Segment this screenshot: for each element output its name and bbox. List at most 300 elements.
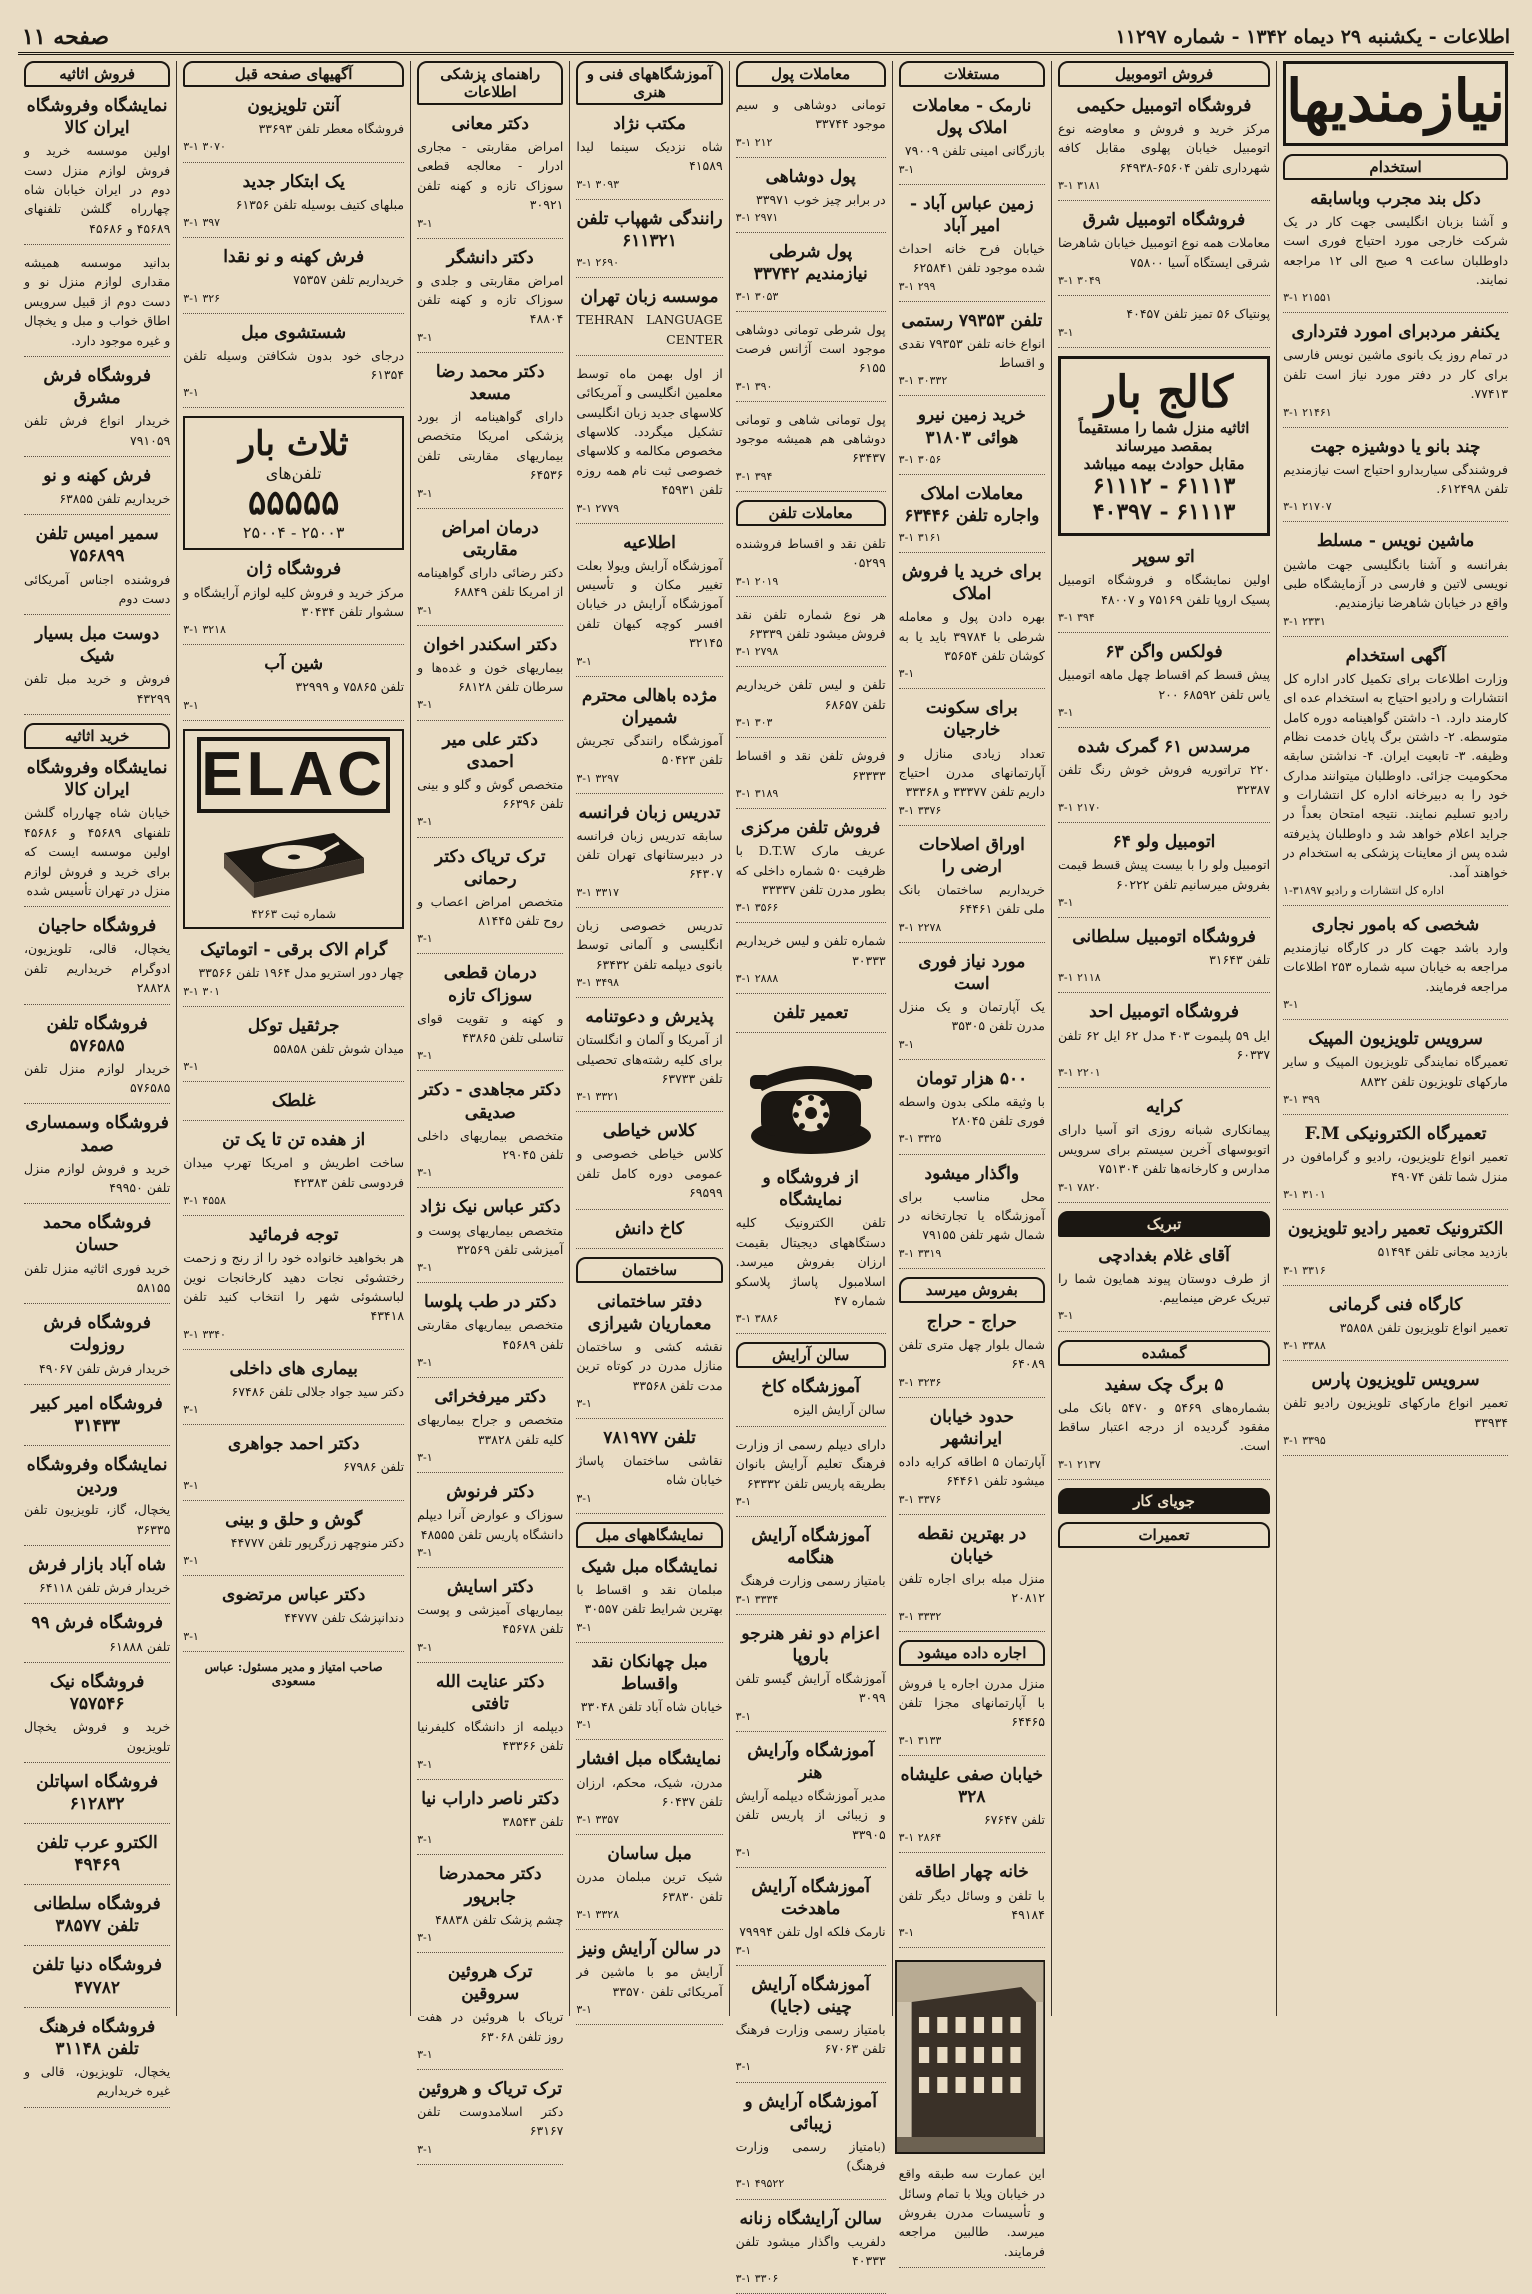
classified-ad	[576, 802, 722, 908]
ad-code: ۳-۱ ۳۱۸۹	[735, 787, 779, 801]
ad-body: چشم پزشک تلفن ۴۸۸۳۸	[435, 1911, 564, 1927]
ad-body: (بامتیاز رسمی وزارت فرهنگ)	[735, 2138, 886, 2174]
ad-code: ۳-۱ ۲۸۶۴	[898, 1831, 942, 1845]
ad-code: ۳-۱ ۳۱۶۱	[898, 530, 942, 544]
ad-body: چهار دور استریو مدل ۱۹۶۴ تلفن ۳۳۵۶۶	[198, 965, 405, 981]
ad-title: دکتر عنایت الله تافتی	[435, 1671, 545, 1714]
ad-title: چند بانو یا دوشیزه جهت	[1310, 436, 1481, 457]
classified-ad	[736, 1623, 886, 1732]
ad-title: آقای غلام بغدادچی	[1098, 1245, 1230, 1266]
ad-code: ۳-۱ ۲۰۱۹	[735, 574, 779, 588]
classified-ad	[417, 1291, 563, 1378]
ad-body: مرکز خرید و فروش کلیه لوازم آرایشگاه و سشوار تلفن ۳۰۴۳۴	[183, 584, 405, 619]
classified-ad	[183, 1015, 404, 1083]
ad-title: تعمیر تلفن	[773, 1003, 849, 1024]
ad-body: بدانید موسسه همیشه مقداری لوازم منزل نو و دست دوم از قبیل سرویس اطاق خواب و مبل و یخچال و غیره موجود دارد.	[24, 255, 171, 348]
ad-body: خریداریم تلفن ۶۳۸۵۵	[59, 490, 171, 506]
ads-col5-top	[576, 113, 722, 1249]
ad-code: ۳-۱ ۳۳۸۸	[1283, 1339, 1326, 1353]
classified-ad	[736, 410, 886, 492]
ad-code: ۳-۱ ۳۳۱۶	[1283, 1263, 1326, 1277]
ad-title: حراج - حراج	[926, 1311, 1017, 1332]
ad-code: ۳-۱	[183, 1554, 199, 1568]
ad-body: پول تومانی شاهی و تومانی دوشاهی هم همیشه موجود ۶۳۴۳۷	[735, 411, 886, 466]
column-3	[892, 61, 1051, 2259]
ad-body: شمال بلوار چهل متری تلفن ۶۴۰۸۹	[898, 1336, 1045, 1372]
ad-code: ۳-۱	[183, 1060, 199, 1074]
ad-body: معاملات همه نوع اتومبیل خیابان شاهرضا شرقی ایستگاه آسیا ۷۵۸۰۰	[1057, 235, 1271, 270]
ad-code: ۳-۱ ۳۰۷۰	[183, 140, 226, 154]
classified-ad	[736, 166, 886, 234]
ad-body: درجای خود بدون شکافتن وسیله تلفن ۶۱۳۵۴	[183, 347, 405, 383]
ad-code: ۳-۱ ۳۰۵۶	[898, 452, 942, 466]
ad-code: ۳-۱	[735, 2060, 752, 2074]
ad-code: ۳-۱	[417, 2047, 433, 2061]
classified-ad	[417, 1671, 563, 1780]
classified-ad	[24, 253, 170, 357]
ad-title: اوراق اصلاحات ارضی را	[918, 834, 1025, 877]
ad-body: خریدار لوازم منزل تلفن ۵۷۶۵۸۵	[24, 1060, 171, 1096]
ad-code: ۳-۱ ۲۸۸۸	[735, 972, 779, 986]
elac-logo: ELAC	[197, 737, 390, 813]
ad-code: ۳-۱	[1057, 895, 1074, 909]
ad-body: سابقه تدریس زبان فرانسه در دبیرستانهای تهران تلفن ۶۴۳۰۷	[576, 827, 723, 882]
ad-body: خریدار انواع فرش تلفن ۷۹۱۰۵۹	[24, 413, 171, 448]
ad-code: ۳-۱	[576, 1718, 592, 1732]
ad-code: ۳-۱ ۳۹۴	[1057, 611, 1095, 625]
ad-title: فروشگاه محمد حسان	[43, 1213, 152, 1256]
classified-ad	[183, 171, 404, 239]
classified-ad	[24, 1312, 170, 1385]
ad-body: پونتیاک ۵۶ تمیز تلفن ۴۰۴۵۷	[1126, 306, 1271, 322]
three-star-p1: ۲۵۰۰۳	[301, 523, 345, 543]
ad-title: نمایشگاه وفروشگاه ایران کالا	[26, 758, 168, 801]
ad-title: دکل بند مجرب وباسابقه	[1310, 188, 1481, 209]
ad-code: ۳-۱	[576, 1396, 592, 1410]
ad-title: مبل ساسان	[607, 1844, 692, 1865]
ad-body: دارای گواهینامه از بورد پزشکی امریکا متخصص بیماریهای مقاربتی تلفن ۶۴۵۳۶	[417, 409, 564, 483]
ad-title: دکتر مجاهدی - دکتر صدیقی	[419, 1080, 562, 1123]
classified-ad	[1283, 1218, 1508, 1286]
classified-ad	[1058, 641, 1270, 728]
classified-ad	[899, 697, 1045, 825]
ad-body: بهره دادن پول و معامله شرطی با ۳۹۷۸۴ باید یا به کوشان تلفن ۳۵۶۵۴	[898, 609, 1045, 663]
ad-title: گرام الاک برقی - اتوماتیک	[200, 940, 388, 961]
classified-ad	[736, 1435, 886, 1517]
ad-title: آگهی استخدام	[1345, 645, 1446, 666]
classified-ad	[417, 1961, 563, 2070]
classified-ad	[24, 2016, 170, 2108]
classified-ad	[899, 1406, 1045, 1515]
ad-body: مبلهای کتیف بوسیله تلفن ۶۱۳۵۶	[235, 196, 405, 212]
ad-body: محل مناسب برای آموزشگاه یا تجارتخانه در شمال شهر تلفن ۷۹۱۵۵	[898, 1188, 1045, 1243]
ad-body: فروش تلفن نقد و اقساط ۶۳۳۳۳	[735, 748, 886, 783]
classified-ad	[1283, 530, 1508, 636]
three-star-name: ثلاث بار	[238, 424, 349, 465]
ad-title: فروشگاه امیر کبیر ۳۱۴۳۳	[31, 1393, 163, 1436]
ad-body: تلفن ۳۸۵۴۳	[502, 1813, 564, 1829]
classified-ad	[1058, 1245, 1270, 1332]
classified-ad	[417, 634, 563, 721]
ad-code: ۳-۱ ۳۳۲۸	[576, 1908, 620, 1922]
ad-body: نقشه کشی و ساختمان منازل مدرن در کوتاه ترین مدت تلفن ۳۳۵۶۸	[576, 1338, 723, 1393]
ad-body: اولین موسسه خرید و فروش لوازم منزل دست دوم در ایران خیابان شاه چهارراه گلشن تلفنهای ۴۵۶۸۹ و ۴۵۶۸۶	[24, 143, 171, 236]
classified-ad	[576, 286, 722, 356]
ad-title: برای خرید یا فروش املاک	[901, 561, 1042, 605]
ad-body: امراض مقاربتی و جلدی و سوزاک تازه و کهنه تلفن ۴۸۸۰۴	[417, 272, 564, 327]
classified-ad	[183, 1358, 404, 1426]
ad-title: سرویس تلویزیون پارس	[1311, 1370, 1480, 1391]
ad-body: هر بخواهید خانواده خود را از رنج و زحمت رختشوئی نجات دهید کارخانجات نوین لباسشوئی شهر را انتخاب کنید تلفن ۴۳۴۱۸	[183, 1250, 405, 1324]
ad-code: ۳-۱ ۲۱۲	[735, 135, 773, 149]
ad-code: ۳-۱ ۳۹۷	[183, 215, 221, 229]
ad-title: الکترونیک تعمیر رادیو تلویزیون	[1287, 1219, 1504, 1240]
classified-ad	[1283, 1028, 1508, 1115]
classified-ad	[736, 534, 886, 597]
ad-code: ۳-۱	[735, 1943, 752, 1957]
classified-ad	[24, 623, 170, 715]
ad-title: یک ابتکار جدید	[242, 171, 345, 192]
ad-body: یک آپارتمان و یک منزل مدرن تلفن ۳۵۳۰۵	[898, 998, 1045, 1034]
ad-code: ۳-۱ ۲۱۷۰۷	[1283, 500, 1332, 514]
ad-code: ۳-۱ ۲۷۷۹	[576, 501, 620, 515]
telephone-illustration	[736, 1041, 886, 1161]
classified-ad	[183, 1129, 404, 1216]
classified-ad	[417, 1386, 563, 1473]
ad-title: فروشگاه اسپاتلن ۶۱۲۸۳۲	[36, 1771, 159, 1814]
ad-title: شاه آباد بازار فرش	[28, 1555, 166, 1575]
ad-title: دکتر ناصر داراب نیا	[421, 1788, 560, 1809]
masthead-title: نیازمندیها	[1283, 61, 1508, 146]
ad-code: ۳-۱	[417, 1356, 433, 1370]
ad-title: فروشگاه اتومبیل شرق	[1082, 210, 1246, 231]
ad-code: ۳-۱ ۳۳۷۶	[898, 1492, 942, 1506]
ad-body: تعمیر انواع تلویزیون تلفن ۳۵۸۵۸	[1339, 1319, 1508, 1335]
classified-ad	[736, 931, 886, 994]
ad-body: سوزاک و عوارض آنرا دیپلم دانشگاه پاریس تلفن ۴۸۵۵۵	[417, 1507, 564, 1542]
ad-title: اعزام دو نفر هنرجو باروپا	[741, 1623, 880, 1666]
ad-title: گوش و حلق و بینی	[225, 1509, 363, 1530]
ad-body: متخصص گوش و گلو و بینی تلفن ۶۶۳۹۶	[417, 776, 564, 812]
footer-credit: صاحب امتیاز و مدیر مسئول: عباس مسعودی	[204, 1659, 383, 1688]
classified-ad	[576, 113, 722, 200]
ad-title: موسسه زبان تهران	[580, 287, 719, 308]
classified-ad	[899, 1163, 1045, 1269]
ads-col3-photo	[899, 2164, 1045, 2268]
section-forush-asasie: فروش اثاثیه	[24, 61, 170, 87]
ad-title: از هفده تن تا یک تن	[222, 1130, 366, 1151]
ad-code: ۳-۱ ۲۳۳۱	[1283, 614, 1326, 628]
ad-body: متخصص بیماریهای پوست و آمیزشی تلفن ۳۲۵۶۹	[417, 1222, 564, 1257]
ad-body: منزل مبله برای اجاره تلفن ۲۰۸۱۲	[898, 1570, 1045, 1606]
classified-ad	[24, 1013, 170, 1105]
ad-code: ۳-۱	[417, 1261, 433, 1275]
ad-body: شاه نزدیک سینما لیدا ۴۱۵۸۹	[576, 139, 723, 174]
ad-body: تلفن الکترونیک کلیه دستگاههای دیجیتال بقیمت ارزان بفروش میرسد. اسلامبول پاساژ پلاسکو شماره ۴۷	[735, 1215, 886, 1308]
classified-ad	[576, 1843, 722, 1930]
ad-code: ۳-۱	[1057, 1309, 1074, 1323]
ad-body: آموزشگاه آرایش گیسو تلفن ۳۰۹۹	[735, 1670, 886, 1706]
ad-title: نارمک - معاملات املاک پول	[912, 96, 1032, 139]
ad-code: ۳-۱ ۲۱۵۵۱	[1283, 291, 1332, 305]
ad-body: اولین نمایشگاه و فروشگاه اتومبیل پسیک اروپا تلفن ۷۵۱۶۹ و ۴۸۰۰۷	[1057, 572, 1271, 607]
ads-col2-tabrik	[1058, 1245, 1270, 1332]
ad-body: آپارتمان ۵ اطاقه کرایه داده میشود تلفن ۶۴۴۶۱	[898, 1453, 1045, 1489]
ad-title: یکنفر مردبرای امورد فترداری	[1291, 322, 1500, 343]
ad-code: ۳-۱	[898, 667, 915, 681]
college-bar-addr: مقابل حوادث بیمه میباشد	[1083, 455, 1245, 474]
ads-col6	[417, 113, 563, 2165]
ad-title: شستشوی مبل	[241, 322, 347, 343]
ads-col5-mobl	[576, 1556, 722, 2025]
ad-body: عریف مارک D.T.W با ظرفیت ۵۰ شماره داخلی که بطور مدرن تلفن ۳۳۳۳۷	[735, 843, 886, 897]
classified-ad	[576, 1651, 722, 1741]
ad-code: ۳-۱ ۷۸۲۰	[1057, 1180, 1101, 1194]
ad-body: پیش قسط کم اقساط چهل ماهه اتومبیل یاس تلفن ۶۸۵۹۲ ۲۰۰	[1057, 667, 1271, 702]
ad-body: از اول بهمن ماه توسط معلمین انگلیسی و آمریکائی کلاسهای جدید زبان انگلیسی تشکیل میگردد. کلاسهای مخصوص مکالمه و کلاسهای خصوصی ثبت نام همه روزه تلفن ۴۵۹۳۱	[576, 365, 723, 498]
classified-ad	[576, 685, 722, 794]
ad-code: ۳-۱ ۳۳۱۷	[576, 885, 620, 899]
classified-ad	[183, 1584, 404, 1652]
ad-title: فروش تلفن مرکزی	[740, 818, 881, 839]
ad-title: شخصی که بامور نجاری	[1311, 915, 1480, 936]
ad-code: ۳-۱ ۳۱۰۱	[1283, 1188, 1326, 1202]
classified-ad	[736, 320, 886, 402]
ad-body: تلفن ۶۷۹۸۶	[343, 1459, 405, 1475]
classified-ad	[417, 1196, 563, 1283]
column-1	[1276, 61, 1514, 2016]
ad-body: کلاس خیاطی خصوصی و عمومی دوره کامل تلفن ۶۹۵۹۹	[576, 1146, 723, 1201]
ad-body: خریداریم ساختمان بانک ملی تلفن ۶۴۴۶۱	[898, 881, 1045, 917]
section-tabrik: تبریک	[1058, 1211, 1270, 1237]
section-namayeshgah-mobl: نمایشگاههای مبل	[576, 1522, 722, 1548]
classified-ad	[24, 523, 170, 615]
ad-title: اطلاعیه	[623, 532, 676, 553]
ad-body: تدریس خصوصی زبان انگلیسی و آلمانی توسط بانوی دیپلمه تلفن ۶۳۴۳۲	[576, 917, 723, 972]
ad-code: ۳-۱	[417, 1049, 433, 1063]
classified-ad	[1283, 321, 1508, 427]
ad-title: شین آب	[264, 654, 324, 675]
ad-title: دکتر عباس مرتضوی	[222, 1585, 366, 1606]
elac-code: شماره ثبت ۴۲۶۳	[251, 907, 337, 922]
ads-col4-salon	[736, 1376, 886, 2294]
section-salon-arayesh: سالن آرایش	[736, 1342, 886, 1368]
classified-ad	[576, 916, 722, 998]
three-star-ad: ثلاث بار تلفن‌های ۵۵۵۵۵ ۲۵۰۰۳ - ۲۵۰۰۴	[183, 416, 404, 550]
ad-title: در بهترین نقطه خیابان	[917, 1523, 1027, 1566]
classified-ad	[24, 1832, 170, 1885]
ad-body: میدان شوش تلفن ۵۵۸۵۸	[273, 1040, 405, 1056]
classified-ad	[417, 2078, 563, 2165]
ad-title: آموزشگاه آرایش ماهدخت	[751, 1876, 870, 1920]
columns	[18, 61, 1514, 2286]
ad-code: ۳-۱ ۲۶۹۰	[576, 256, 620, 270]
ad-body: تومانی دوشاهی و سیم موجود ۳۳۷۴۴	[735, 97, 886, 132]
ad-code: ۳-۱ ۳۲۳۶	[898, 1375, 942, 1389]
section-sakhtman: ساختمان	[576, 1257, 722, 1283]
ad-body: مدرن، شیک، محکم، ارزان تلفن ۶۰۴۳۷	[576, 1774, 723, 1809]
ads-col8-bot	[24, 757, 170, 2107]
ad-body: متخصص امراض اعصاب و روح تلفن ۸۱۴۴۵	[417, 893, 564, 929]
classified-ad	[736, 1376, 886, 1426]
ad-code: ۳-۱	[417, 1166, 433, 1180]
ad-title: فروشگاه اتومبیل سلطانی	[1072, 926, 1256, 947]
ad-title: تعمیرگاه الکترونیکی F.M	[1304, 1124, 1487, 1145]
classified-ad	[183, 1509, 404, 1577]
ad-body: خرید و فروش یخچال تلویزیون	[24, 1719, 171, 1754]
classified-ad	[183, 322, 404, 409]
ad-title: دفتر ساختمانی معماریان شیرازی	[587, 1291, 712, 1334]
classified-ad	[899, 2164, 1045, 2268]
ad-title: نمایشگاه مبل افشار	[577, 1749, 722, 1770]
three-star-phones: ۵۵۵۵۵	[248, 483, 340, 524]
ad-body: سالن آرایش الیزه	[793, 1402, 886, 1418]
classified-ad	[899, 951, 1045, 1060]
college-bar-phones: ۶۱۱۱۲ - ۶۱۱۱۳	[1092, 473, 1236, 500]
ad-body: ۲۲۰ تراتوریه فروش خوش رنگ تلفن ۳۲۳۸۷	[1057, 762, 1271, 797]
ad-code: ۳-۱ ۳۳۰۶	[735, 2272, 779, 2286]
classified-ad	[576, 1556, 722, 1643]
ad-code: ۳-۱ ۳۲۶	[183, 291, 221, 305]
classified-ad	[24, 1893, 170, 1946]
ad-body: از آمریکا و آلمان و انگلستان برای کلیه رشته‌های تحصیلی تلفن ۶۳۷۳۳	[576, 1032, 723, 1086]
ad-body: دکتر اسلامدوست تلفن ۶۳۱۶۷	[417, 2104, 564, 2139]
ad-code: ۳-۱ ۳۳۳۴	[735, 1592, 779, 1606]
classified-ad	[736, 1167, 886, 1334]
ad-code: ۳-۱ ۳۹۰	[735, 379, 773, 393]
section-estekhdam: استخدام	[1283, 154, 1508, 180]
ad-code: ۳-۱ ۴۹۵۲۲	[735, 2177, 785, 2191]
ad-body: از طرف دوستان پیوند همایون شما را تبریک عرض مینماییم.	[1057, 1270, 1271, 1306]
classified-ad	[1058, 209, 1270, 296]
building-photo	[895, 1960, 1045, 2154]
ads-col7-bot	[183, 939, 404, 1652]
classified-ad	[576, 1748, 722, 1835]
ad-code: ۳-۱	[417, 1833, 433, 1847]
ad-body: تلفن ۶۱۸۸۸	[109, 1638, 171, 1654]
ad-body: یخچال، تلویزیون، قالی و غیره خریداریم	[24, 2063, 171, 2099]
ad-title: ۵۰۰ هزار تومان	[916, 1068, 1028, 1089]
ad-title: غلطک	[271, 1091, 316, 1112]
ad-title: فروشگاه دنیا تلفن ۴۷۷۸۲	[32, 1955, 163, 1998]
college-bar-desc: اثاثیه منزل شما را مستقیماً بمقصد میرساند	[1078, 419, 1250, 456]
classified-ad	[899, 193, 1045, 302]
issue-info: اطلاعات - یکشنبه ۲۹ دیماه ۱۳۴۲ - شماره ۱۱۲۹۷	[1115, 26, 1510, 48]
ad-title: فروشگاه نیک ۷۵۷۵۴۶	[49, 1671, 145, 1715]
ad-title: ۵ برگ چک سفید	[1104, 1374, 1224, 1395]
ad-body: دکتر سید جواد جلالی تلفن ۶۷۴۸۶	[231, 1383, 405, 1399]
ad-code: ۳-۱ ۳۸۸۶	[735, 1312, 779, 1326]
classified-ad	[417, 517, 563, 626]
ad-body: انواع خانه تلفن ۷۹۳۵۳ نقدی و اقساط	[898, 335, 1045, 371]
classified-ad	[576, 208, 722, 278]
ad-title: واگذار میشود	[924, 1163, 1020, 1184]
classified-ad	[1283, 1369, 1508, 1456]
ad-code: ۳-۱	[735, 1709, 752, 1723]
ad-title: کاخ دانش	[615, 1218, 684, 1239]
classified-ad	[24, 1554, 170, 1604]
ad-title: سالن آرایشگاه زنانه	[739, 2208, 882, 2229]
classified-ad	[899, 561, 1045, 689]
classified-ad	[183, 1224, 404, 1350]
ad-body: ایل ۵۹ پلیموت ۴۰۳ مدل ۶۲ ایل ۶۲ تلفن ۶۰۳۳۷	[1057, 1027, 1271, 1062]
ad-code: ۳-۱ ۳۱۸۱	[1057, 179, 1101, 193]
ad-code: ۳-۱ ۳۹۴	[735, 469, 773, 483]
ad-body: نقاشی ساختمان پاساژ خیابان شاه	[576, 1453, 723, 1488]
classified-ad	[899, 1068, 1045, 1155]
ad-code: ۳-۱ ۲۹۹	[898, 279, 936, 293]
ad-body: اتومبیل ولو را با بیست پیش قسط قیمت بفروش میرسانیم تلفن ۶۰۲۲۲	[1057, 857, 1271, 892]
ad-title: فروشگاه اتومبیل احد	[1089, 1002, 1239, 1023]
ad-body: بشماره‌های ۵۴۶۹ و ۵۴۷۰ بانک ملی مفقود گردیده از درجه اعتبار ساقط است.	[1057, 1399, 1271, 1454]
record-player-icon	[214, 813, 374, 903]
classified-ad	[24, 365, 170, 457]
classified-ad	[576, 1120, 722, 1209]
classified-ad	[417, 247, 563, 353]
classified-ad	[183, 1433, 404, 1501]
ad-title: خانه چهار اطاقه	[914, 1862, 1029, 1883]
classified-ad	[183, 95, 404, 163]
ad-code: ۳-۱	[576, 2003, 592, 2017]
ad-code: ۳-۱	[417, 698, 433, 712]
ad-title: ترک تریاک و هروئین	[418, 2079, 563, 2099]
ad-title: سرویس تلویزیون المپیک	[1308, 1029, 1483, 1050]
classified-ad	[1058, 1374, 1270, 1480]
ad-title: نمایشگاه مبل شیک	[581, 1556, 718, 1577]
ad-code: ۳-۱ ۳۳۲۵	[898, 1132, 942, 1146]
ad-title: مکتب نژاد	[613, 114, 686, 134]
ad-body: متخصص بیماریهای مقاربتی تلفن ۴۵۶۸۹	[417, 1317, 564, 1352]
college-bar-phones2: ۴۰۳۹۷ - ۶۱۱۱۳	[1092, 499, 1236, 526]
ad-title: دکتر محمد رضا مسعد	[435, 361, 545, 404]
ad-title: دکتر اسایش	[446, 1577, 534, 1598]
ad-title: اتومبیل ولو ۶۴	[1112, 832, 1216, 853]
ad-title: کارگاه فنی گرمانی	[1328, 1294, 1463, 1315]
ad-body: تلفن نقد و اقساط فروشنده ۰۵۲۹۹	[735, 535, 886, 571]
classified-ad	[1058, 1096, 1270, 1202]
ad-title: بیماری های داخلی	[229, 1358, 358, 1379]
ad-body: و کهنه و تقویت قوای تناسلی تلفن ۴۳۸۶۵	[417, 1010, 564, 1046]
ad-title: درمان قطعی سوزاک تازه	[443, 963, 537, 1006]
ad-body: در تمام روز یک بانوی ماشین نویس فارسی برای کار در دفتر مورد نیاز است تلفن ۷۷۴۱۳.	[1283, 347, 1508, 402]
classified-ad	[736, 1740, 886, 1868]
three-star-p2: ۲۵۰۰۴	[242, 523, 286, 543]
ads-col4-tel	[736, 534, 886, 1033]
ad-title: خیابان صفی علیشاه ۳۲۸	[900, 1764, 1044, 1807]
ad-body: وزارت اطلاعات برای تکمیل کادر اداره کل انتشارات و رادیو احتیاج به استخدام عده ای کارمند دارد. ۱- داشتن گواهینامه دوره کامل متوسطه. ۲- داشتن برگ پایان خدمت نظام وظیفه. ۳- تابعیت ایران. ۴- نداشتن سابقه محکومیت جزائی. داوطلبان میتوانند مدارک خود را به دبیرخانه اداره کل انتشارات و رادیو تسلیم نمایند. نتیجه امتحان بعداً در جراید اعلام خواهد شد و داوطلبان پذیرفته شده پس از معاینات پزشکی به استخدام در خواهند آمد.	[1283, 670, 1509, 880]
classified-ad	[899, 1311, 1045, 1398]
classified-ad	[736, 1974, 886, 2083]
ad-code: ۳-۱ ۲۷۹۸	[735, 645, 779, 659]
ad-title: معاملات املاک واجاره تلفن ۶۳۴۴۶	[904, 483, 1040, 526]
ad-body: نارمک فلکه اول تلفن ۷۹۹۹۴	[739, 1924, 886, 1940]
ad-body: مبلمان نقد و اقساط با بهترین شرایط تلفن ۳۰۵۵۷	[576, 1582, 723, 1617]
classified-ad	[24, 1954, 170, 2007]
ad-code: ۳-۱	[417, 603, 433, 617]
ad-code: ۳-۱	[417, 1545, 433, 1559]
ad-title: دکتر علی میر احمدی	[442, 729, 539, 772]
ad-title: خرید زمین نیرو هوائی ۳۱۸۰۳	[917, 405, 1026, 448]
classified-ad	[736, 2091, 886, 2200]
ad-body: دیپلمه از دانشگاه کلیفرنیا تلفن ۴۳۳۶۶	[417, 1719, 564, 1754]
classified-ad	[417, 1079, 563, 1188]
ad-title: آموزشگاه آرایش و زیبائی	[744, 2091, 877, 2134]
ad-title: نمایشگاه وفروشگاه ایران کالا	[26, 96, 168, 139]
ad-title: آموزشگاه وآرایش هنر	[747, 1740, 875, 1783]
ad-body: بیماریهای خون و غده‌ها و سرطان تلفن ۶۸۱۲۸	[417, 659, 564, 695]
ad-title: دکتر عباس نیک نژاد	[419, 1197, 561, 1218]
classified-ad	[899, 1523, 1045, 1632]
